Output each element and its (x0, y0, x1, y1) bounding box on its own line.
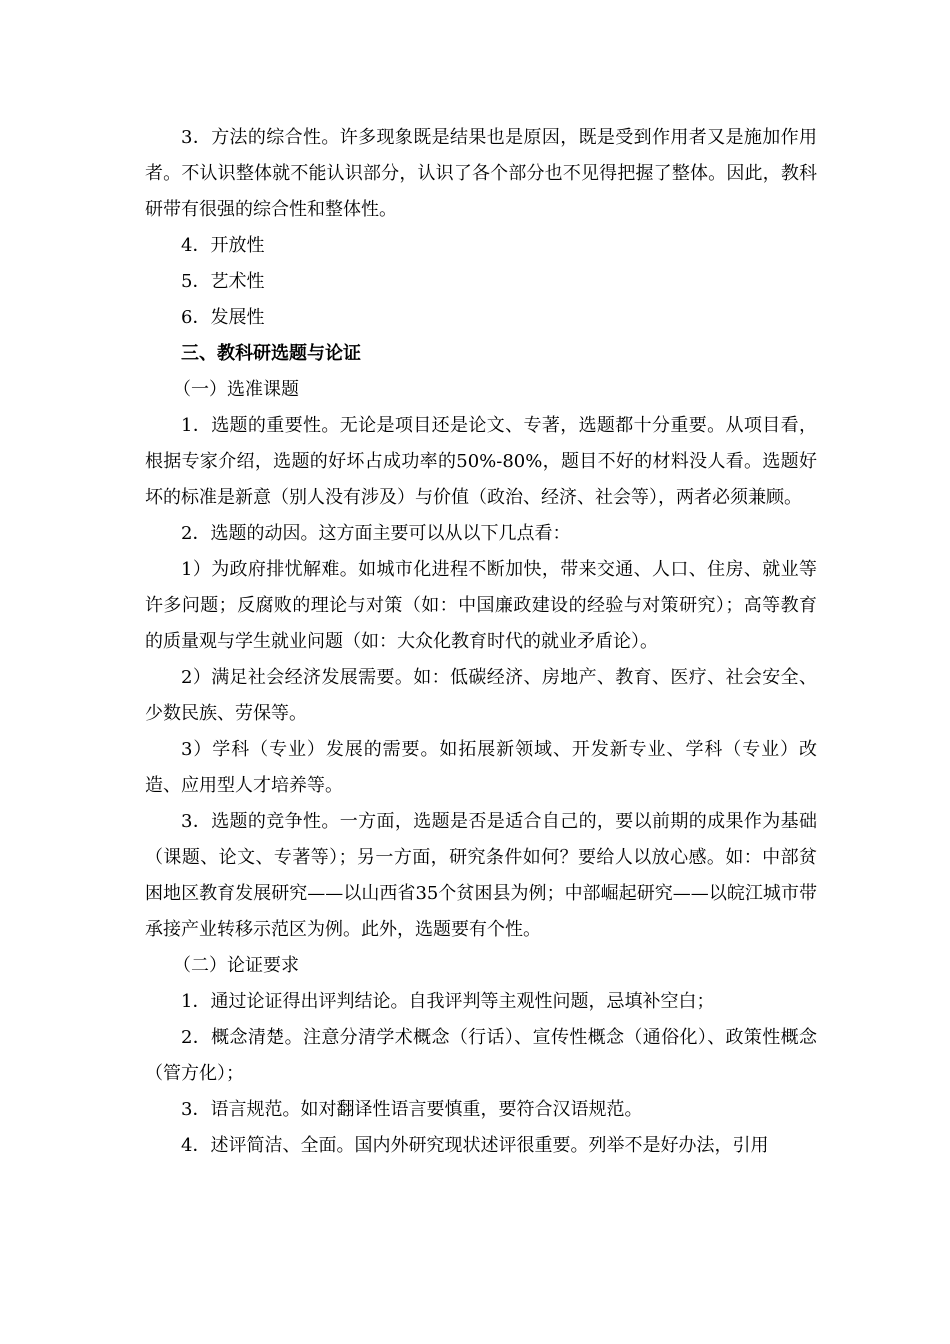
subheading-select-topic: （一）选准课题 (173, 379, 299, 400)
paragraph-development: 6．发展性 (181, 307, 265, 328)
paragraph-artistry: 5．艺术性 (181, 271, 265, 292)
paragraph-topic-motivation: 2．选题的动因。这方面主要可以从以下几点看： (181, 523, 571, 544)
paragraph-language-standard: 3．语言规范。如对翻译性语言要慎重，要符合汉语规范。 (181, 1099, 643, 1120)
paragraph-topic-competitiveness: 3．选题的竞争性。一方面，选题是否是适合自己的，要以前期的成果作为基础（课题、论文、专著等）；另一方面，研究条件如何？要给人以放心感。如：中部贫困地区教育发展研究——以山西省35个贫困县为例；中部崛起研究——以皖江城市带承接产业转移示范区为例。此外，选题要有个性。 (145, 811, 817, 940)
paragraph-discipline-needs: 3）学科（专业）发展的需要。如拓展新领域、开发新专业、学科（专业）改造、应用型人才培养等。 (145, 739, 817, 796)
paragraph-clear-concepts: 2．概念清楚。注意分清学术概念（行话）、宣传性概念（通俗化）、政策性概念（管方化）； (145, 1027, 817, 1084)
document-page (145, 120, 817, 1164)
paragraph-method-comprehensive: 3．方法的综合性。许多现象既是结果也是原因，既是受到作用者又是施加作用者。不认识整体就不能认识部分，认识了各个部分也不见得把握了整体。因此，教科研带有很强的综合性和整体性。 (145, 127, 817, 220)
subheading-argument-requirements: （二）论证要求 (173, 955, 299, 976)
paragraph-evaluation-conclusion: 1．通过论证得出评判结论。自我评判等主观性问题，忌填补空白； (181, 991, 715, 1012)
paragraph-topic-importance: 1．选题的重要性。无论是项目还是论文、专著，选题都十分重要。从项目看，根据专家介绍，选题的好坏占成功率的50%-80%，题目不好的材料没人看。选题好坏的标准是新意（别人没有涉及）与价值（政治、经济、社会等），两者必须兼顾。 (145, 415, 817, 508)
paragraph-openness: 4．开放性 (181, 235, 265, 256)
section-heading-topic-selection: 三、教科研选题与论证 (181, 343, 361, 364)
paragraph-government-issues: 1）为政府排忧解难。如城市化进程不断加快，带来交通、人口、住房、就业等许多问题；反腐败的理论与对策（如：中国廉政建设的经验与对策研究）；高等教育的质量观与学生就业问题（如：大众化教育时代的就业矛盾论）。 (145, 559, 817, 652)
paragraph-review-concise: 4．述评简洁、全面。国内外研究现状述评很重要。列举不是好办法，引用 (181, 1135, 769, 1156)
paragraph-social-economic-needs: 2）满足社会经济发展需要。如：低碳经济、房地产、教育、医疗、社会安全、少数民族、劳保等。 (145, 667, 817, 724)
